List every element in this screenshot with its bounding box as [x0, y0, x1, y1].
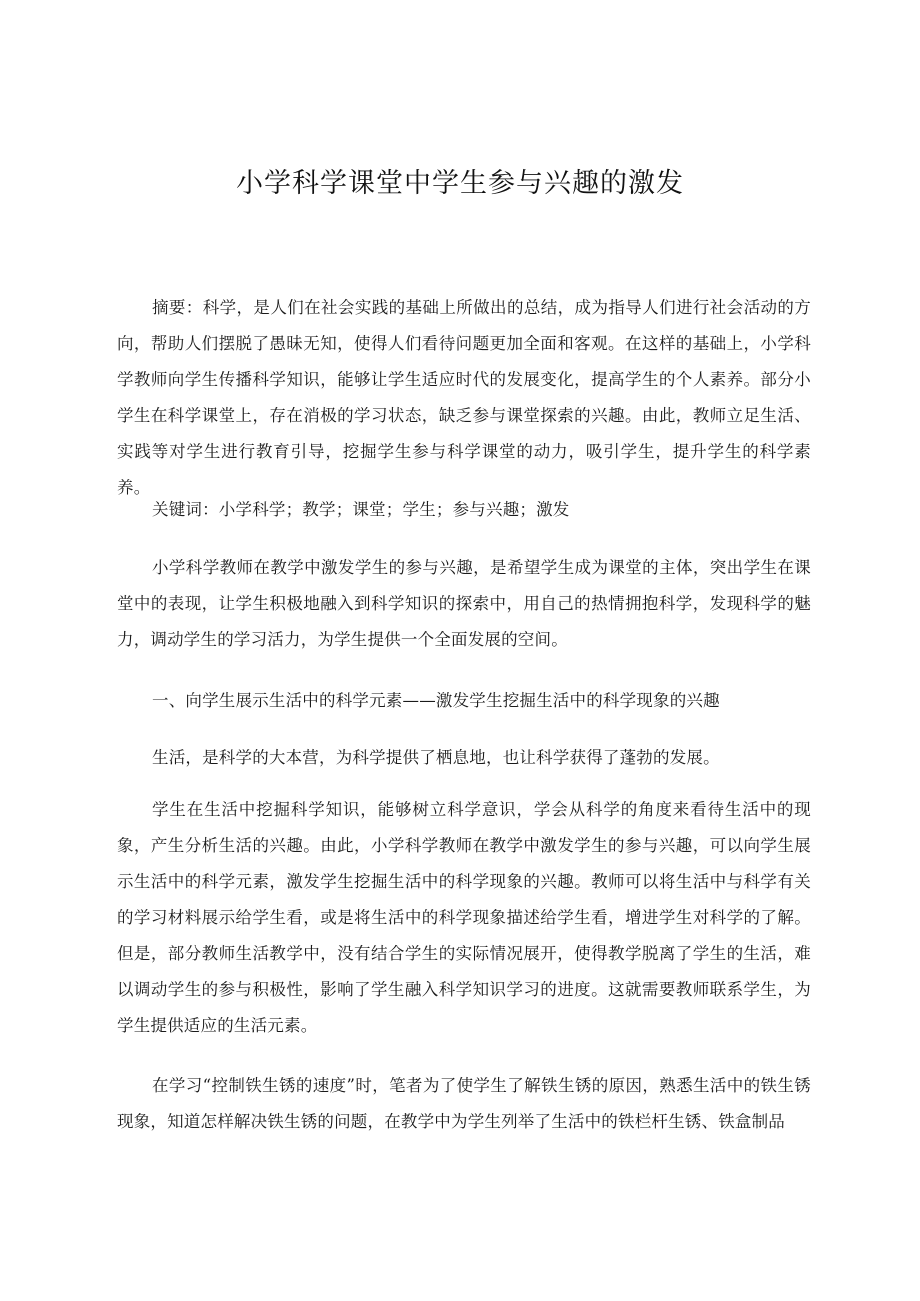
document-title: 小学科学课堂中学生参与兴趣的激发 [236, 168, 684, 199]
body-paragraph: 学生在生活中挖掘科学知识，能够树立科学意识，学会从科学的角度来看待生活中的现象，产生分析生活的兴趣。由此，小学科学教师在教学中激发学生的参与兴趣，可以向学生展示生活中的科学元素，激发学生挖掘生活中的科学现象的兴趣。教师可以将生活中与科学有关的学习材料展示给学生看，或是将生活中的科学现象描述给学生看，增进学生对科学的了解。但是，部分教师生活教学中，没有结合学生的实际情况展开，使得教学脱离了学生的生活，难以调动学生的参与积极性，影响了学生融入科学知识学习的进度。这就需要教师联系学生，为学生提供适应的生活元素。 [117, 800, 811, 1035]
intro-paragraph: 小学科学教师在教学中激发学生的参与兴趣，是希望学生成为课堂的主体，突出学生在课堂中的表现，让学生积极地融入到科学知识的探索中，用自己的热情拥抱科学，发现科学的魅力，调动学生的学习活力，为学生提供一个全面发展的空间。 [117, 558, 811, 649]
body-paragraph: 在学习“控制铁生锈的速度”时，笔者为了使学生了解铁生锈的原因，熟悉生活中的铁生锈现象，知道怎样解决铁生锈的问题，在教学中为学生列举了生活中的铁栏杆生锈、铁盒制品 [117, 1076, 811, 1131]
keywords-line: 关键词：小学科学；教学；课堂；学生；参与兴趣；激发 [152, 500, 570, 519]
body-paragraph: 生活，是科学的大本营，为科学提供了栖息地，也让科学获得了蓬勃的发展。 [152, 748, 720, 767]
section-heading: 一、向学生展示生活中的科学元素——激发学生挖掘生活中的科学现象的兴趣 [152, 691, 720, 710]
abstract-paragraph: 摘要：科学，是人们在社会实践的基础上所做出的总结，成为指导人们进行社会活动的方向，帮助人们摆脱了愚昧无知，使得人们看待问题更加全面和客观。在这样的基础上，小学科学教师向学生传播科学知识，能够让学生适应时代的发展变化，提高学生的个人素养。部分小学生在科学课堂上，存在消极的学习状态，缺乏参与课堂探索的兴趣。由此，教师立足生活、实践等对学生进行教育引导，挖掘学生参与科学课堂的动力，吸引学生，提升学生的科学素养。 [117, 298, 811, 497]
